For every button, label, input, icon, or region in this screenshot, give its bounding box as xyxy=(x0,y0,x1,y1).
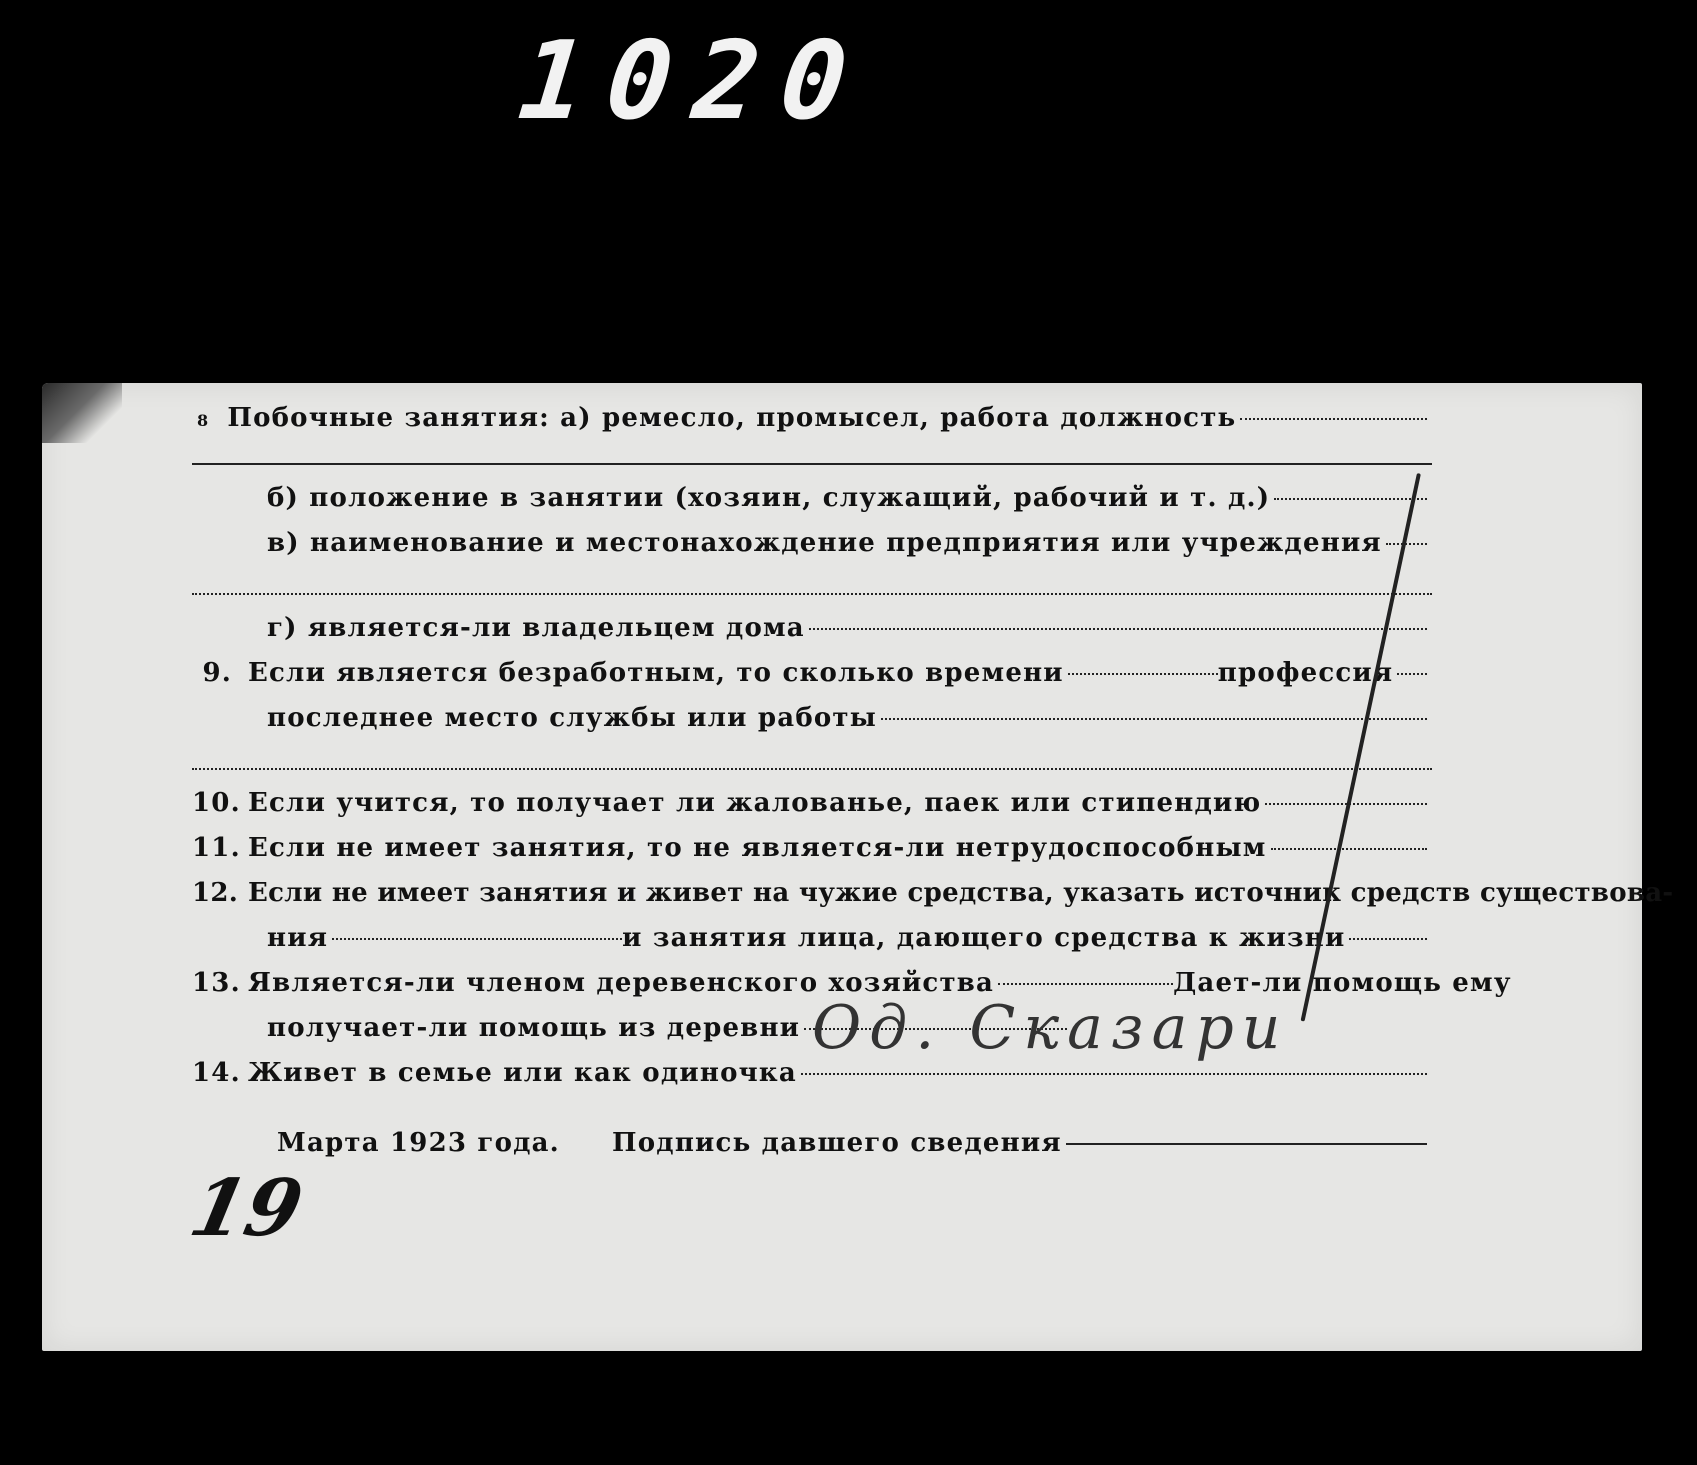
q8a-continuation-line xyxy=(192,463,1432,465)
q12-row xyxy=(192,878,1674,908)
q12-text2: ния xyxy=(267,923,329,953)
footer-signature-line xyxy=(1066,1143,1427,1145)
q8c-label: в) наименование и местонахождение предприятия или учреждения xyxy=(267,528,1382,558)
q13-text3: получает-ли помощь из деревни xyxy=(267,1013,801,1043)
q10-number: 10. xyxy=(192,788,241,818)
q13-text2: Дает-ли помощь ему xyxy=(1173,968,1512,998)
q12-text3: и занятия лица, дающего средства к жизни xyxy=(622,923,1346,953)
q12-text1: Если не имеет занятия и живет на чужие средства, указать источник средств существова- xyxy=(248,878,1674,908)
q8b-answer-line xyxy=(1274,498,1427,500)
q11-answer-line xyxy=(1271,848,1427,850)
q14-text: Живет в семье или как одиночка xyxy=(248,1058,797,1088)
q8b-label: б) положение в занятии (хозяин, служащий, рабочий и т. д.) xyxy=(267,483,1271,513)
footer-date xyxy=(277,1128,560,1158)
q8d-row xyxy=(267,613,1427,643)
q12-number: 12. xyxy=(192,878,239,908)
q8a-row xyxy=(197,403,1427,433)
q13-member-line xyxy=(998,983,1173,985)
footer-date-text: Марта 1923 года. xyxy=(277,1128,560,1158)
q13-number: 13. xyxy=(192,968,241,998)
card-torn-corner xyxy=(42,383,122,443)
q9-profession-line xyxy=(1397,673,1427,675)
q9-last-place-line xyxy=(881,718,1427,720)
q13-text1: Является-ли членом деревенского хозяйства xyxy=(248,968,995,998)
q9-text2: профессия xyxy=(1217,658,1394,688)
census-form-card xyxy=(42,383,1674,1351)
q8a-label: Побочные занятия: а) ремесло, промысел, работа должность xyxy=(227,403,1237,433)
q12-provider-line xyxy=(1349,938,1427,940)
q9-time-line xyxy=(1068,673,1218,675)
q8c-continuation-line xyxy=(192,593,1432,595)
handwritten-signature: Од. Сказари xyxy=(812,993,1289,1063)
q11-row xyxy=(192,833,1427,863)
q8-number: 8 xyxy=(197,411,210,430)
footer-signature-row xyxy=(612,1128,1427,1158)
q8a-answer-line xyxy=(1240,418,1427,420)
q9-continuation-line xyxy=(192,768,1432,770)
q14-answer-line xyxy=(801,1073,1427,1075)
q12-cont-row xyxy=(267,923,1427,953)
q9-row xyxy=(192,658,1427,688)
q10-row xyxy=(192,788,1427,818)
q12-source-line xyxy=(332,938,622,940)
q8d-answer-line xyxy=(809,628,1427,630)
q9-last-place-row xyxy=(267,703,1427,733)
q9-text1: Если является безработным, то сколько времени xyxy=(248,658,1064,688)
q11-text: Если не имеет занятия, то не является-ли нетрудоспособным xyxy=(248,833,1267,863)
q14-number: 14. xyxy=(192,1058,241,1088)
q8c-row xyxy=(267,528,1427,558)
q11-number: 11. xyxy=(192,833,241,863)
handwritten-day: 19 xyxy=(182,1163,311,1254)
q10-text: Если учится, то получает ли жалованье, паек или стипендию xyxy=(248,788,1262,818)
frame-number: 1020 xyxy=(513,19,875,144)
q8b-row xyxy=(267,483,1427,513)
q8d-label: г) является-ли владельцем дома xyxy=(267,613,805,643)
q9-text3: последнее место службы или работы xyxy=(267,703,877,733)
q9-number: 9. xyxy=(202,658,232,688)
footer-signature-label: Подпись давшего сведения xyxy=(612,1128,1062,1158)
q8c-answer-line xyxy=(1386,543,1427,545)
